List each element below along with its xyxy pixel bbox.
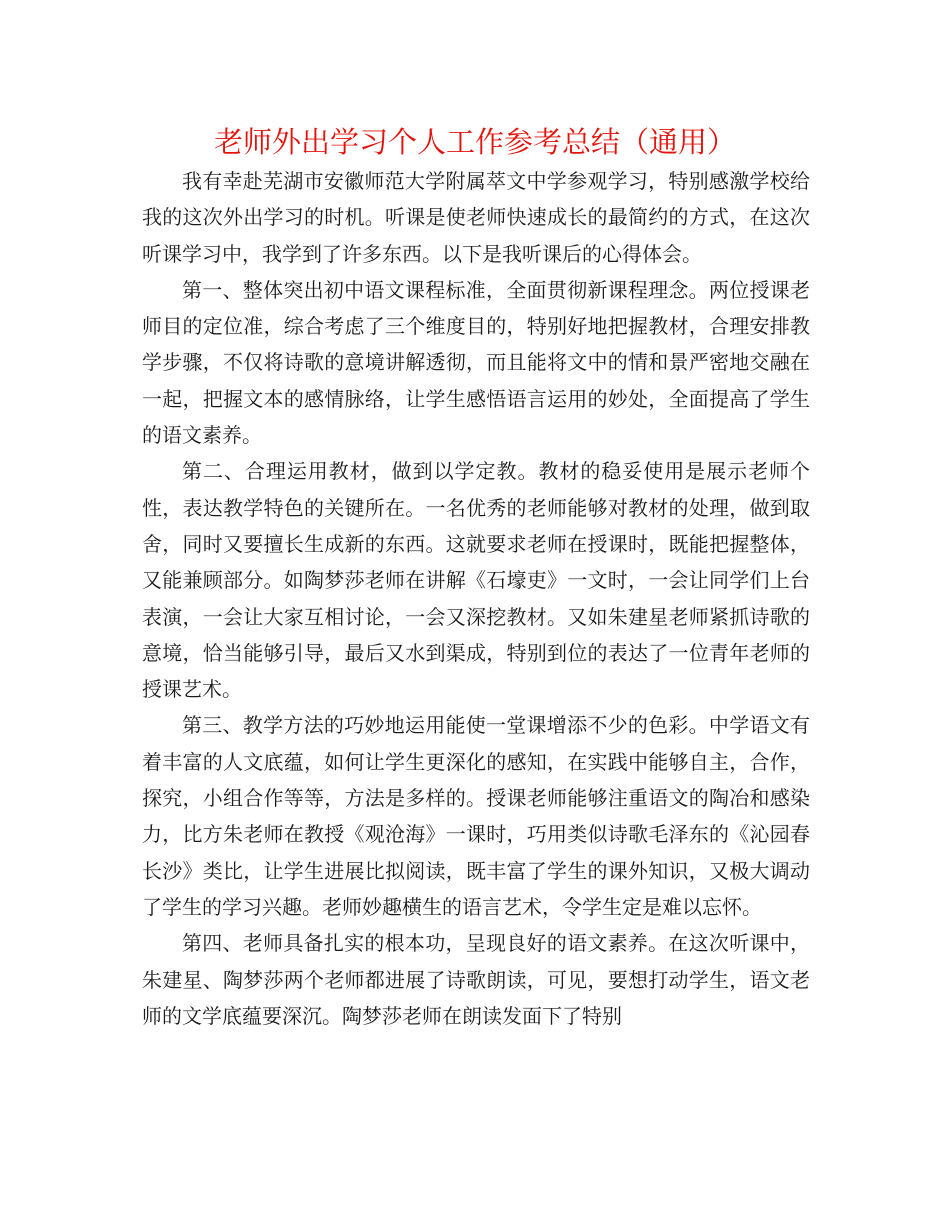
paragraph-first-point: 第一、整体突出初中语文课程标准，全面贯彻新课程理念。两位授课老师目的定位准，综合考虑了三个维度目的，特别好地把握教材，合理安排教学步骤，不仅将诗歌的意境讲解透彻，而且能将文中的情和景严密地交融在一起，把握文本的感情脉络，让学生感悟语言运用的妙处，全面提高了学生的语文素养。 — [142, 277, 810, 448]
paragraph-intro: 我有幸赴芜湖市安徽师范大学附属萃文中学参观学习，特别感激学校给我的这次外出学习的时机。听课是使老师快速成长的最简约的方式，在这次听课学习中，我学到了许多东西。以下是我听课后的心得体会。 — [142, 169, 810, 266]
paragraph-third-point: 第三、教学方法的巧妙地运用能使一堂课增添不少的色彩。中学语文有着丰富的人文底蕴，如何让学生更深化的感知，在实践中能够自主，合作，探究，小组合作等等，方法是多样的。授课老师能够注重语文的陶冶和感染力，比方朱老师在教授《观沧海》一课时，巧用类似诗歌毛泽东的《沁园春 长沙》类比，让学生进展比拟阅读，既丰富了学生的课外知识，又极大调动了学生的学习兴趣。老师妙趣横生的语言艺术，令学生定是难以忘怀。 — [142, 713, 810, 919]
document-body — [142, 163, 810, 1034]
paragraph-second-point: 第二、合理运用教材，做到以学定教。教材的稳妥使用是展示老师个性，表达教学特色的关键所在。一名优秀的老师能够对教材的处理，做到取舍，同时又要擅长生成新的东西。这就要求老师在授课时，既能把握整体，又能兼顾部分。如陶梦莎老师在讲解《石壕吏》一文时，一会让同学们上台表演，一会让大家互相讨论，一会又深挖教材。又如朱建星老师紧抓诗歌的意境，恰当能够引导，最后又水到渠成，特别到位的表达了一位青年老师的授课艺术。 — [142, 459, 810, 702]
paragraph-fourth-point: 第四、老师具备扎实的根本功，呈现良好的语文素养。在这次听课中，朱建星、陶梦莎两个老师都进展了诗歌朗读，可见，要想打动学生，语文老师的文学底蕴要深沉。陶梦莎老师在朗读发面下了特别 — [142, 931, 810, 1028]
document-title: 老师外出学习个人工作参考总结（通用） — [213, 125, 736, 159]
